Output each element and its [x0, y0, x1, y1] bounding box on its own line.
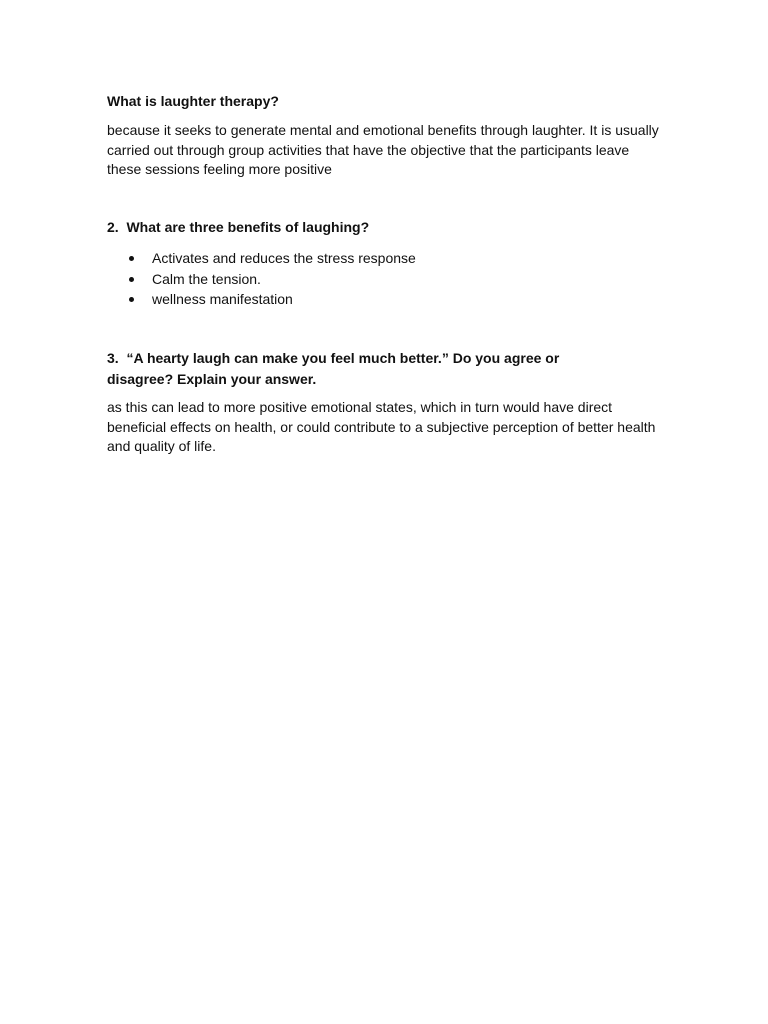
list-item-text: wellness manifestation [152, 291, 293, 307]
list-item-text: Calm the tension. [152, 270, 261, 287]
benefits-list [107, 248, 416, 310]
list-item-text: Activates and reduces the stress response [152, 250, 416, 266]
answer-1-paragraph: because it seeks to generate mental and emotional benefits through laughter. It is usually carried out through group activities that have the objective that the participants leave these sessions feeling more positive [107, 122, 659, 177]
bullet-icon [129, 277, 134, 282]
list-item [107, 289, 416, 310]
question-2-heading [107, 217, 369, 238]
question-2-text: What are three benefits of laughing? [126, 219, 370, 235]
question-3-number: 3. [107, 350, 119, 366]
bullet-icon [129, 297, 134, 302]
question-2-number: 2. [107, 219, 119, 235]
bullet-icon [129, 256, 134, 261]
list-item [107, 248, 416, 269]
list-item [107, 269, 416, 290]
question-3-text-line-1: “A hearty laugh can make you feel much better.” Do you agree or [126, 350, 560, 366]
question-1-heading: What is laughter therapy? [107, 93, 279, 109]
answer-3-paragraph: as this can lead to more positive emotional states, which in turn would have direct beneficial effects on health, or could contribute to a subjective perception of better health and quality of life. [107, 399, 656, 454]
question-3-heading-line-1 [107, 348, 559, 369]
question-3-heading-line-2: disagree? Explain your answer. [107, 371, 317, 387]
